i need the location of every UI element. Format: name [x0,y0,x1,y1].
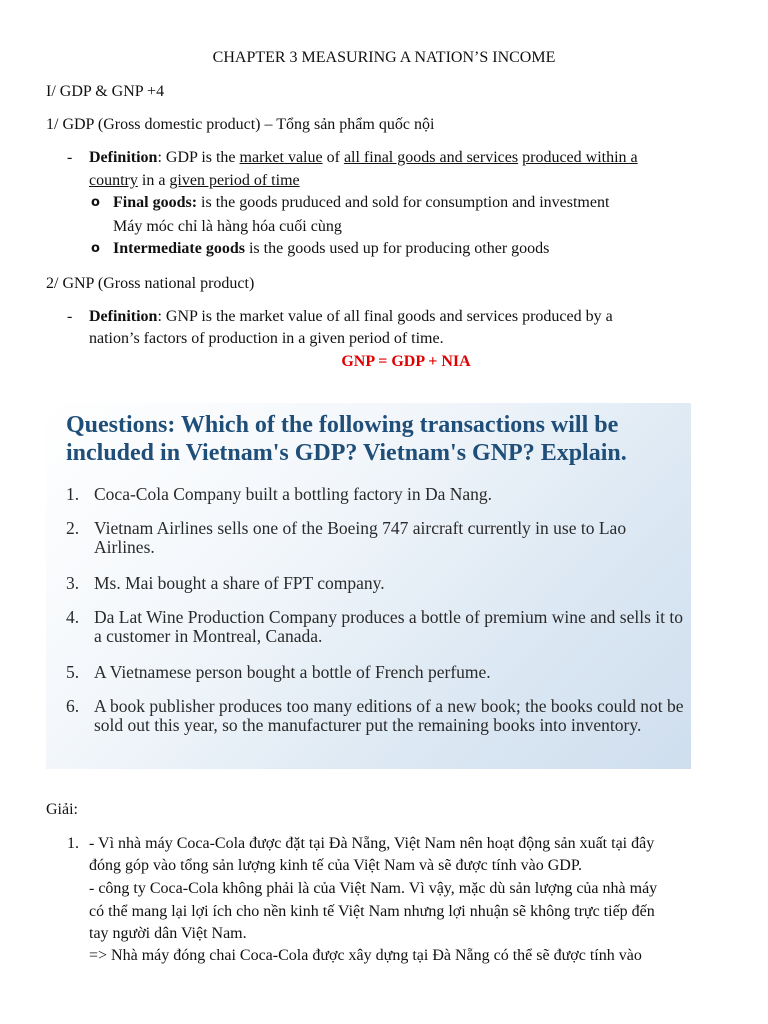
question-text: Da Lat Wine Production Company produces a bottle of premium wine and sells it to a customer in Montreal, Canada. [94,607,683,646]
question-number: 1. [66,484,80,504]
gnp-formula: GNP = GDP + NIA [341,353,471,370]
gdp-definition-bullet: - [67,149,73,166]
question-text: A book publisher produces too many editions of a new book; the books could not be sold out this year, so the manufacturer put the remaining books into inventory. [94,696,684,735]
question-number: 4. [66,607,80,627]
solution-line: - công ty Coca-Cola không phải là của Việt Nam. Vì vậy, mặc dù sản lượng của nhà máy [89,880,658,897]
slide-title-line1: Questions: Which of the following transactions will be [66,412,619,438]
final-goods-label: Final goods: [113,194,198,211]
solution-number: 1. [67,835,79,852]
gdp-definition-line1 [89,147,638,169]
gnp-definition-line1 [89,306,613,328]
question-number: 3. [66,573,80,593]
gnp-definition-text: : GNP is the market value of all final goods and services produced by a [157,308,613,325]
gdp-text-in-a: in a [137,172,170,189]
gnp-definition-line2: nation’s factors of production in a given period of time. [89,330,444,347]
intermediate-goods-line [113,238,549,260]
solution-line: có thể mang lại lợi ích cho nền kinh tế Việt Nam nhưng lợi nhuận sẽ không trực tiếp đến [89,903,655,920]
gnp-heading: 2/ GNP (Gross national product) [46,275,255,292]
question-number: 6. [66,696,80,716]
solution-line: tay người dân Việt Nam. [89,925,247,942]
gdp-term-country: country [89,172,138,189]
questions-slide-image [46,403,691,769]
question-number: 2. [66,518,80,538]
question-text: Vietnam Airlines sells one of the Boeing 747 aircraft currently in use to Lao Airlines. [94,518,627,557]
gdp-definition-label: Definition [89,149,158,166]
intermediate-goods-label: Intermediate goods [113,240,245,257]
gnp-definition-label: Definition [89,308,158,325]
page-title: CHAPTER 3 MEASURING A NATION’S INCOME [212,49,556,66]
gdp-text-of: of [322,149,344,166]
intermediate-goods-text: is the goods used up for producing other goods [244,240,550,257]
final-goods-text: is the goods pruduced and sold for consumption and investment [197,194,610,211]
gdp-term-final-goods: all final goods and services [343,149,519,166]
final-goods-note: Máy móc chỉ là hàng hóa cuối cùng [113,218,342,235]
gdp-term-produced-within: produced within a [522,149,638,166]
slide-title-line2: included in Vietnam's GDP? Vietnam's GNP? Explain. [66,440,627,466]
gdp-heading: 1/ GDP (Gross domestic product) – Tổng sản phẩm quốc nội [46,116,435,133]
solution-line: => Nhà máy đóng chai Coca-Cola được xây dựng tại Đà Nẵng có thể sẽ được tính vào [89,947,642,964]
question-text: Ms. Mai bought a share of FPT company. [94,573,385,593]
section-heading-gdp-gnp: I/ GDP & GNP +4 [46,83,165,100]
gdp-term-given-period: given period of time [169,172,300,189]
intermediate-goods-bullet: o [91,241,100,256]
question-text: Coca-Cola Company built a bottling factory in Da Nang. [94,484,493,504]
question-number: 5. [66,662,80,682]
solution-label: Giải: [46,801,78,818]
gdp-definition-line2 [89,170,300,192]
slide-title [66,411,676,467]
gnp-definition-bullet: - [67,308,73,325]
question-text: A Vietnamese person bought a bottle of French perfume. [94,662,491,682]
solution-line: - Vì nhà máy Coca-Cola được đặt tại Đà Nẵng, Việt Nam nên hoạt động sản xuất tại đây [89,835,655,852]
final-goods-bullet: o [91,195,100,210]
gdp-definition-text: : GDP is the [157,149,240,166]
gdp-term-market-value: market value [239,149,323,166]
final-goods-line [113,192,609,214]
solution-line: đóng góp vào tổng sản lượng kinh tế của Việt Nam và sẽ được tính vào GDP. [89,857,582,874]
